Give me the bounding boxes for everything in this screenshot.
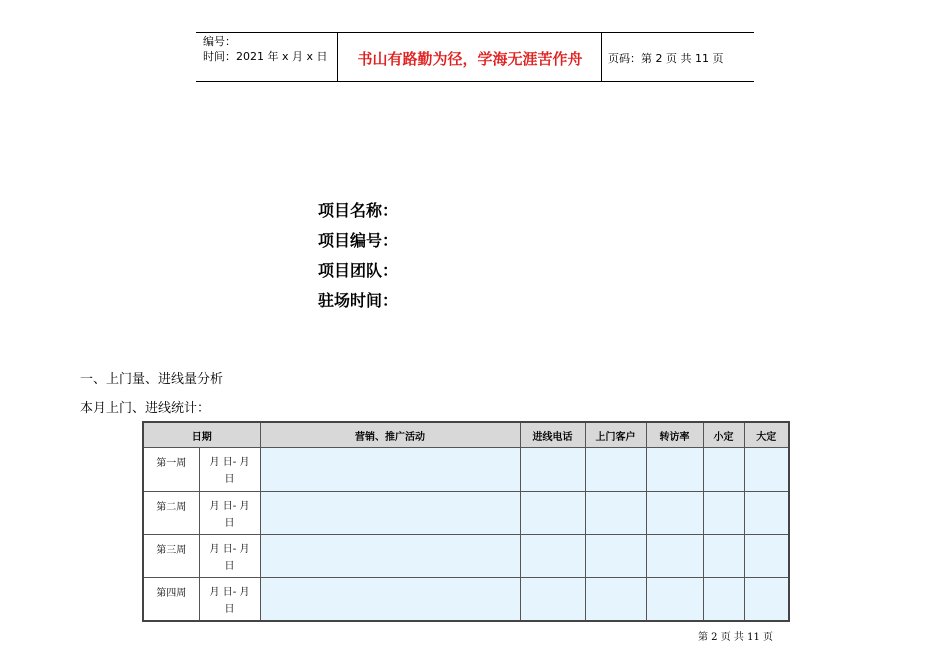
header-date: 时间：2021 年 x 月 x 日 <box>203 50 328 63</box>
calls-cell[interactable] <box>520 578 585 621</box>
header-page-info: 页码：第 2 页 共 11 页 <box>608 52 724 65</box>
conversion-cell[interactable] <box>646 534 703 577</box>
section-heading: 一、上门量、进线量分析 <box>80 372 224 387</box>
date-range <box>199 578 260 621</box>
col-header-conversion: 转访率 <box>646 422 703 448</box>
visitors-cell[interactable] <box>585 534 646 577</box>
marketing-cell[interactable] <box>260 448 520 491</box>
project-code-label: 项目编号： <box>318 231 399 250</box>
date-range-start: 月 日- 月 <box>209 457 250 469</box>
header-meta <box>203 34 328 64</box>
small-deposit-cell[interactable] <box>703 491 744 534</box>
section-subheading: 本月上门、进线统计： <box>80 401 211 416</box>
date-range-start: 月 日- 月 <box>209 587 250 599</box>
date-range-start: 月 日- 月 <box>209 543 250 555</box>
marketing-cell[interactable] <box>260 491 520 534</box>
col-header-small-deposit: 小定 <box>703 422 744 448</box>
page-footer: 第 2 页 共 11 页 <box>698 632 773 643</box>
conversion-cell[interactable] <box>646 491 703 534</box>
visitors-cell[interactable] <box>585 491 646 534</box>
date-range <box>199 448 260 491</box>
col-header-date: 日期 <box>143 422 260 448</box>
table-header-row <box>143 422 789 448</box>
project-team-label: 项目团队： <box>318 261 399 280</box>
table-row <box>143 578 789 621</box>
header-motto: 书山有路勤为径，学海无涯苦作舟 <box>357 50 583 68</box>
project-time-label: 驻场时间： <box>318 291 399 310</box>
table-row <box>143 534 789 577</box>
week-label: 第一周 <box>143 448 199 491</box>
table-row <box>143 491 789 534</box>
large-deposit-cell[interactable] <box>744 448 789 491</box>
week-label: 第四周 <box>143 578 199 621</box>
small-deposit-cell[interactable] <box>703 448 744 491</box>
calls-cell[interactable] <box>520 534 585 577</box>
large-deposit-cell[interactable] <box>744 578 789 621</box>
col-header-calls: 进线电话 <box>520 422 585 448</box>
date-range-end: 日 <box>224 474 235 486</box>
conversion-cell[interactable] <box>646 578 703 621</box>
header-number-label: 编号： <box>203 35 236 48</box>
visitors-cell[interactable] <box>585 578 646 621</box>
col-header-marketing: 营销、推广活动 <box>260 422 520 448</box>
project-name-label: 项目名称： <box>318 201 399 220</box>
conversion-cell[interactable] <box>646 448 703 491</box>
week-label: 第三周 <box>143 534 199 577</box>
date-range-end: 日 <box>224 517 235 529</box>
date-range-start: 月 日- 月 <box>209 500 250 512</box>
visitors-cell[interactable] <box>585 448 646 491</box>
marketing-cell[interactable] <box>260 578 520 621</box>
large-deposit-cell[interactable] <box>744 491 789 534</box>
col-header-visitors: 上门客户 <box>585 422 646 448</box>
col-header-large-deposit: 大定 <box>744 422 789 448</box>
stats-table <box>142 421 790 622</box>
date-range <box>199 491 260 534</box>
small-deposit-cell[interactable] <box>703 578 744 621</box>
week-label: 第二周 <box>143 491 199 534</box>
large-deposit-cell[interactable] <box>744 534 789 577</box>
marketing-cell[interactable] <box>260 534 520 577</box>
document-header <box>196 32 754 82</box>
table-row <box>143 448 789 491</box>
date-range <box>199 534 260 577</box>
date-range-end: 日 <box>224 560 235 572</box>
small-deposit-cell[interactable] <box>703 534 744 577</box>
calls-cell[interactable] <box>520 448 585 491</box>
calls-cell[interactable] <box>520 491 585 534</box>
date-range-end: 日 <box>224 604 235 616</box>
